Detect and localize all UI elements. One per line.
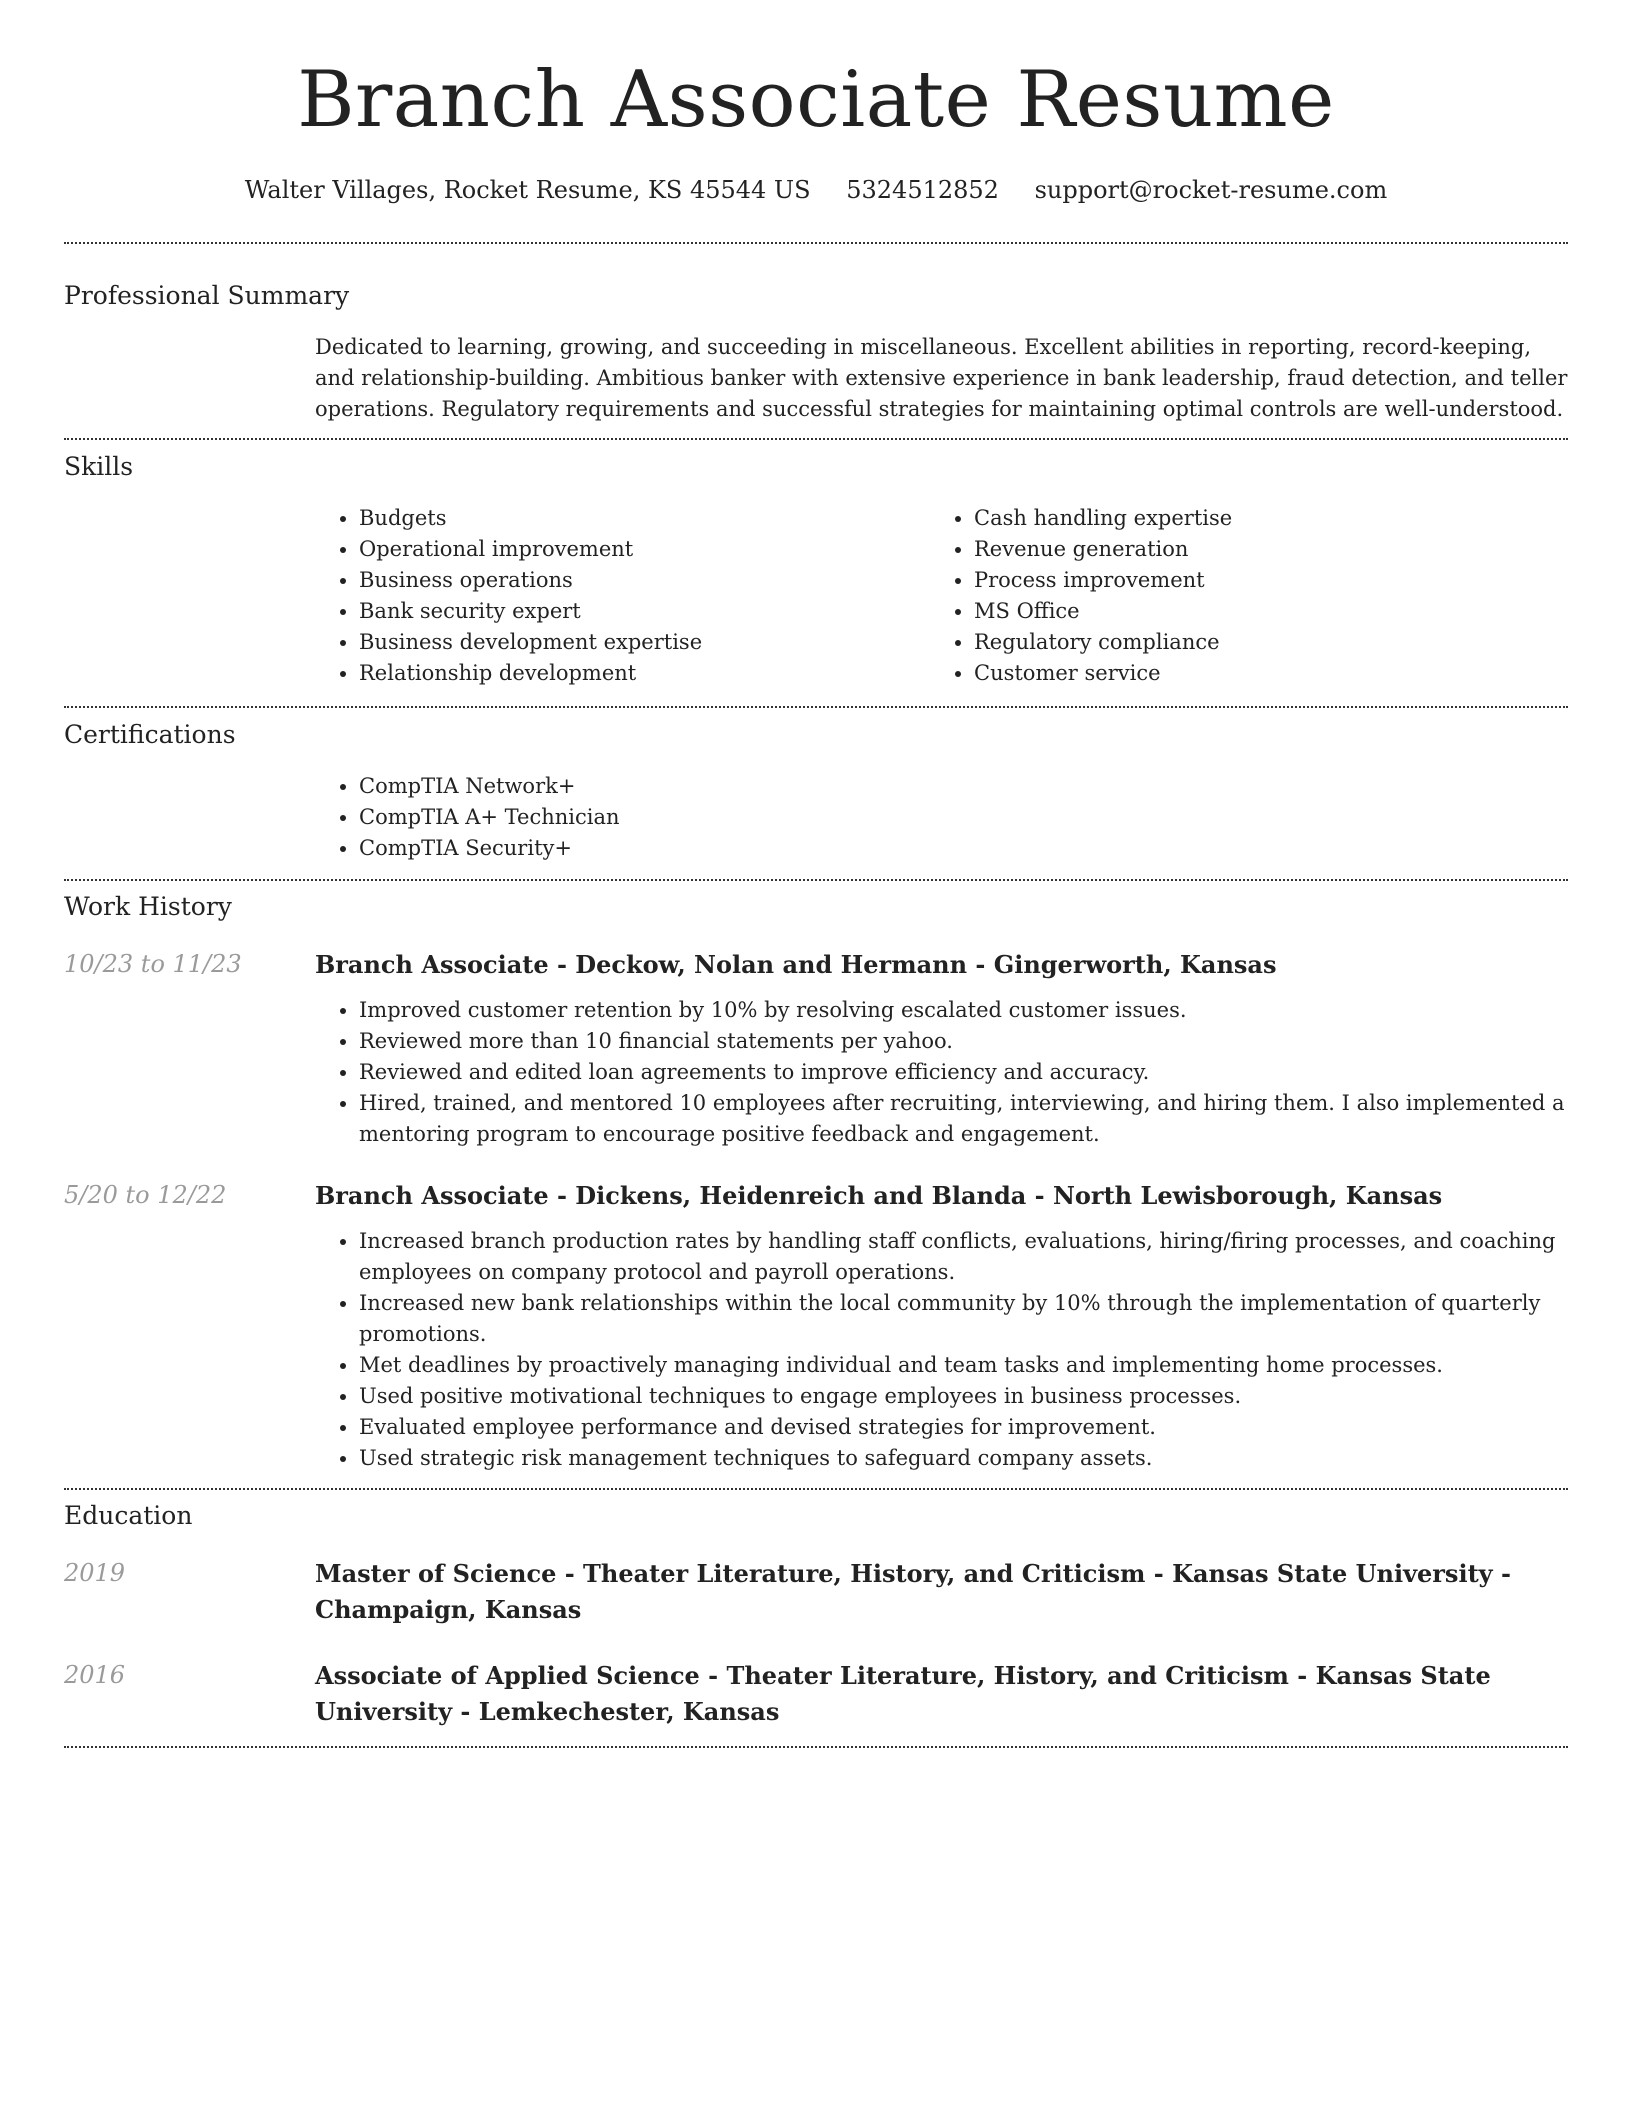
job-title: Branch Associate - Deckow, Nolan and Hermann - Gingerworth, Kansas	[315, 950, 1277, 979]
contact-email: support@rocket-resume.com	[1034, 176, 1388, 204]
skill-item: • Cash handling expertise	[974, 503, 1545, 534]
summary-section	[64, 244, 1568, 425]
certification-item: • CompTIA A+ Technician	[359, 802, 1568, 833]
contact-address: Walter Villages, Rocket Resume, KS 45544 US	[244, 176, 811, 204]
education-degree: Associate of Applied Science - Theater Literature, History, and Criticism - Kansas State University - Lemkechester, Kansas	[315, 1661, 1491, 1726]
skill-item: • Relationship development	[359, 658, 930, 689]
skill-item: • Customer service	[974, 658, 1545, 689]
job-bullet: • Used strategic risk management techniques to safeguard company assets.	[359, 1443, 1568, 1474]
job-bullet: • Improved customer retention by 10% by resolving escalated customer issues.	[359, 995, 1568, 1026]
contact-line	[64, 174, 1568, 206]
education-section	[64, 1490, 1568, 1730]
job-bullet: • Increased new bank relationships within the local community by 10% through the implementation of quarterly promotions.	[359, 1288, 1568, 1350]
education-degree: Master of Science - Theater Literature, History, and Criticism - Kansas State University - Champaign, Kansas	[315, 1559, 1511, 1624]
skill-item: • MS Office	[974, 596, 1545, 627]
education-year: 2019	[64, 1559, 126, 1587]
certification-item: • CompTIA Security+	[359, 833, 1568, 864]
summary-heading: Professional Summary	[64, 281, 350, 310]
page-title: Branch Associate Resume	[297, 55, 1335, 145]
skills-heading: Skills	[64, 452, 134, 481]
skill-item: • Revenue generation	[974, 534, 1545, 565]
certification-item: • CompTIA Network+	[359, 771, 1568, 802]
summary-text: Dedicated to learning, growing, and succeeding in miscellaneous. Excellent abilities in reporting, record-keeping, and relationship-building. Ambitious banker with extensive experience in bank leadership, fraud detection, and teller operations. Regulatory requirements and successful strategies for maintaining optimal controls are well-understood.	[315, 335, 1568, 421]
job-bullet: • Hired, trained, and mentored 10 employees after recruiting, interviewing, and hiring them. I also implemented a mentoring program to encourage positive feedback and engagement.	[359, 1088, 1568, 1150]
certifications-heading: Certifications	[64, 720, 236, 749]
job-title: Branch Associate - Dickens, Heidenreich and Blanda - North Lewisborough, Kansas	[315, 1181, 1443, 1210]
skill-item: • Budgets	[359, 503, 930, 534]
skill-item: • Process improvement	[974, 565, 1545, 596]
job-bullet: • Reviewed and edited loan agreements to improve efficiency and accuracy.	[359, 1057, 1568, 1088]
job-bullet: • Used positive motivational techniques to engage employees in business processes.	[359, 1381, 1568, 1412]
work-history-heading: Work History	[64, 892, 232, 921]
skills-section	[64, 440, 1568, 689]
resume-page	[64, 0, 1568, 1748]
skills-grid	[315, 503, 1568, 689]
skill-item: • Bank security expert	[359, 596, 930, 627]
job-dates: 10/23 to 11/23	[64, 950, 242, 978]
skills-column-right	[930, 503, 1545, 689]
section-divider	[64, 1746, 1568, 1748]
skill-item: • Operational improvement	[359, 534, 930, 565]
education-heading: Education	[64, 1501, 193, 1530]
contact-phone: 5324512852	[846, 176, 999, 204]
education-entry	[64, 1556, 1568, 1628]
job-bullet: • Increased branch production rates by handling staff conflicts, evaluations, hiring/firing processes, and coaching employees on company protocol and payroll operations.	[359, 1226, 1568, 1288]
job-entry	[64, 947, 1568, 1150]
job-entry	[64, 1178, 1568, 1474]
job-dates: 5/20 to 12/22	[64, 1181, 227, 1209]
education-year: 2016	[64, 1661, 126, 1689]
education-entry	[64, 1658, 1568, 1730]
job-bullet: • Reviewed more than 10 financial statements per yahoo.	[359, 1026, 1568, 1057]
work-history-section	[64, 881, 1568, 1474]
skill-item: • Business development expertise	[359, 627, 930, 658]
job-bullet: • Met deadlines by proactively managing individual and team tasks and implementing home processes.	[359, 1350, 1568, 1381]
job-bullet: • Evaluated employee performance and devised strategies for improvement.	[359, 1412, 1568, 1443]
certifications-section	[64, 708, 1568, 864]
skill-item: • Business operations	[359, 565, 930, 596]
skill-item: • Regulatory compliance	[974, 627, 1545, 658]
skills-column-left	[315, 503, 930, 689]
